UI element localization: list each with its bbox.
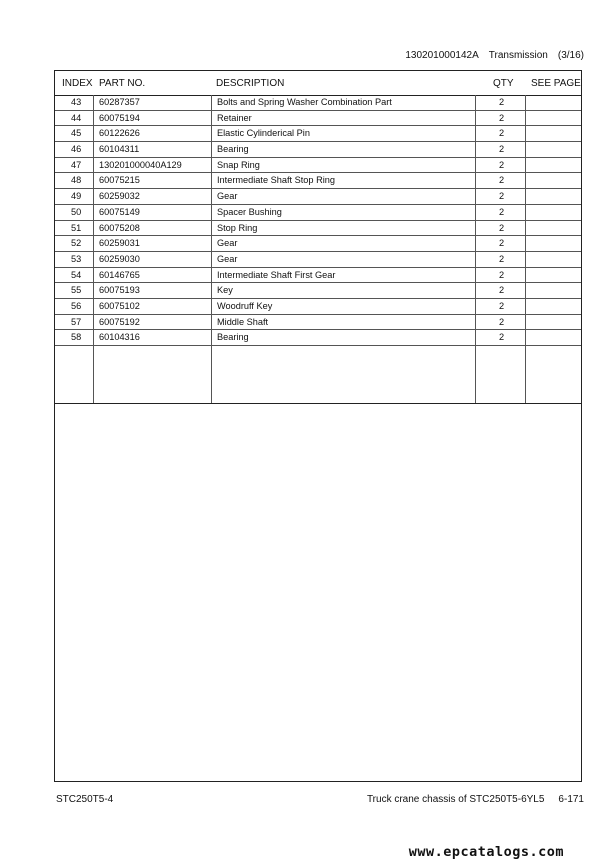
footer-right [367, 794, 584, 805]
table-row [55, 173, 581, 189]
cell-qty: 2 [499, 144, 505, 155]
cell-index: 58 [71, 332, 82, 343]
col-qty: QTY [493, 78, 514, 89]
table-row [55, 142, 581, 158]
cell-index: 46 [71, 144, 82, 155]
cell-index: 57 [71, 316, 82, 327]
cell-index: 43 [71, 97, 82, 107]
table-row [55, 221, 581, 237]
col-description: DESCRIPTION [216, 78, 285, 89]
cell-part-no: 60122626 [99, 128, 140, 139]
parts-table [54, 70, 582, 782]
cell-qty: 2 [499, 175, 505, 186]
col-see-page: SEE PAGE [531, 78, 581, 89]
cell-index: 48 [71, 175, 82, 186]
cell-index: 44 [71, 112, 82, 123]
cell-description: Stop Ring [217, 222, 258, 233]
cell-description: Middle Shaft [217, 316, 269, 327]
cell-description: Snap Ring [217, 159, 260, 170]
table-row [55, 205, 581, 221]
cell-index: 50 [71, 206, 82, 217]
table-row [55, 158, 581, 174]
cell-qty: 2 [499, 332, 505, 343]
cell-part-no: 60104316 [99, 332, 140, 343]
cell-qty: 2 [499, 128, 505, 139]
cell-description: Woodruff Key [217, 300, 273, 311]
cell-index: 52 [71, 238, 82, 249]
footer-model: STC250T5-4 [56, 794, 114, 805]
cell-index: 47 [71, 159, 82, 170]
cell-description: Gear [217, 238, 238, 249]
cell-index: 49 [71, 191, 82, 202]
table-row [55, 315, 581, 331]
col-part-no: PART NO. [99, 78, 146, 89]
cell-part-no: 60259032 [99, 191, 140, 202]
table-row [55, 236, 581, 252]
table-row [55, 330, 581, 346]
watermark: www.epcatalogs.com [408, 844, 564, 860]
cell-description: Intermediate Shaft First Gear [217, 269, 336, 280]
page-header [405, 50, 584, 61]
cell-part-no: 130201000040A129 [99, 159, 182, 170]
table-header [55, 71, 581, 96]
table-row [55, 268, 581, 284]
cell-index: 45 [71, 128, 82, 139]
cell-qty: 2 [499, 285, 505, 296]
footer-page-number: 6-171 [558, 794, 584, 805]
cell-qty: 2 [499, 316, 505, 327]
cell-description: Gear [217, 253, 238, 264]
cell-qty: 2 [499, 97, 505, 107]
cell-part-no: 60287357 [99, 97, 140, 107]
footer-chassis: Truck crane chassis of STC250T5-6YL5 [366, 794, 545, 805]
cell-part-no: 60104311 [99, 144, 140, 155]
table-row [55, 111, 581, 127]
cell-description: Spacer Bushing [217, 206, 282, 217]
table-row [55, 299, 581, 315]
header-code: 130201000142A [405, 50, 479, 61]
col-index: INDEX [62, 78, 93, 89]
cell-description: Elastic Cylinderical Pin [217, 128, 310, 139]
cell-part-no: 60075215 [99, 175, 140, 186]
cell-description: Gear [217, 191, 238, 202]
table-body [55, 95, 581, 404]
cell-description: Bearing [217, 144, 249, 155]
cell-index: 55 [71, 285, 82, 296]
cell-qty: 2 [499, 159, 505, 170]
cell-index: 54 [71, 269, 82, 280]
cell-qty: 2 [499, 191, 505, 202]
cell-part-no: 60075194 [99, 112, 140, 123]
cell-part-no: 60075102 [99, 300, 140, 311]
cell-part-no: 60075149 [99, 206, 140, 217]
cell-index: 51 [71, 222, 82, 233]
cell-part-no: 60075193 [99, 285, 140, 296]
cell-part-no: 60075208 [99, 222, 140, 233]
cell-description: Retainer [217, 112, 252, 123]
table-row [55, 95, 581, 111]
cell-description: Intermediate Shaft Stop Ring [217, 175, 335, 186]
table-row [55, 189, 581, 205]
cell-part-no: 60146765 [99, 269, 140, 280]
cell-description: Bearing [217, 332, 249, 343]
cell-description: Bolts and Spring Washer Combination Part [217, 97, 392, 107]
cell-qty: 2 [499, 300, 505, 311]
header-section: Transmission [488, 50, 548, 61]
table-row [55, 126, 581, 142]
header-page-count: (3/16) [557, 50, 584, 61]
cell-qty: 2 [499, 112, 505, 123]
cell-index: 53 [71, 253, 82, 264]
cell-qty: 2 [499, 222, 505, 233]
cell-qty: 2 [499, 238, 505, 249]
cell-qty: 2 [499, 269, 505, 280]
table-row [55, 252, 581, 268]
table-row [55, 283, 581, 299]
cell-part-no: 60259030 [99, 253, 140, 264]
cell-index: 56 [71, 300, 82, 311]
cell-part-no: 60259031 [99, 238, 140, 249]
cell-qty: 2 [499, 206, 505, 217]
cell-qty: 2 [499, 253, 505, 264]
cell-description: Key [217, 285, 233, 296]
cell-part-no: 60075192 [99, 316, 140, 327]
